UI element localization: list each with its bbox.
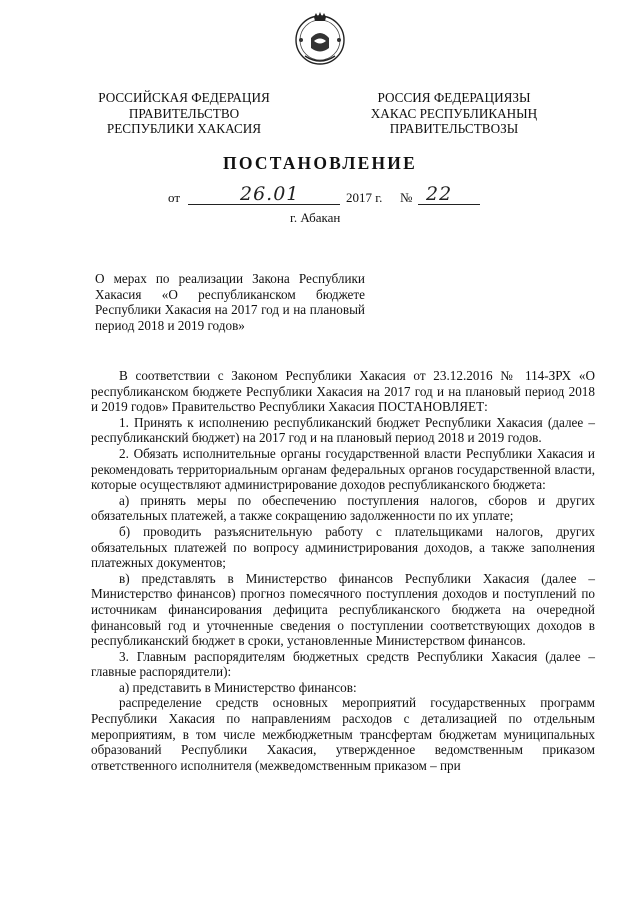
date-number-line: [168, 183, 488, 212]
paragraph: 2. Обязать исполнительные органы государственной власти Республики Хакасия и рекомендовать территориальным органам федеральных органов государственной власти, которые осуществляют администрирование доходов республиканского бюджета:: [91, 445, 595, 493]
number-sign: №: [400, 190, 413, 205]
header-left: [84, 90, 284, 137]
handwritten-number: 22: [426, 183, 453, 205]
handwritten-date: 26.01: [240, 183, 300, 205]
from-label: от: [168, 190, 181, 205]
paragraph: а) представить в Министерство финансов:: [119, 679, 357, 695]
header-right: [354, 90, 554, 137]
city-label: г. Абакан: [290, 210, 341, 225]
paragraph: 3. Главным распорядителям бюджетных средств Республики Хакасия (далее – главные распорядители):: [91, 648, 595, 680]
header-left-line-2: ПРАВИТЕЛЬСТВО: [128, 105, 240, 121]
header-left-line-3: РЕСПУБЛИКИ ХАКАСИЯ: [106, 121, 262, 136]
paragraph: в) представлять в Министерство финансов Республики Хакасия (далее – Министерство финансов) прогноз помесячного поступления доходов и поступлений по источникам финансирования дефицита республиканского бюджета на очередной финансовый год и уточненные сведения о поступлении соответствующих доходов в республиканский бюджет в сроки, установленные Министерством финансов.: [91, 570, 595, 649]
paragraph: а) принять меры по обеспечению поступления налогов, сборов и других обязательных платежей, а также сокращению задолженности по их уплате;: [91, 492, 595, 524]
header-left-line-1: РОССИЙСКАЯ ФЕДЕРАЦИЯ: [98, 90, 270, 105]
paragraph: б) проводить разъяснительную работу с плательщиками налогов, других обязательных платежей по вопросу администрирования доходов, а также заполнения платежных документов;: [91, 523, 595, 571]
paragraph: распределение средств основных мероприятий государственных программ Республики Хакасия по направлениям расходов с детализацией по отдельным мероприятиям, в том числе межбюджетным трансфертам бюджетам муниципальных образований Республики Хакасия, утвержденное ведомственным приказом ответственного исполнителя (межведомственным приказом – при: [91, 695, 595, 773]
year-label: 2017 г.: [346, 190, 383, 205]
header-right-line-2: ХАКАС РЕСПУБЛИКАНЫҢ: [370, 105, 538, 121]
coat-of-arms-icon: [287, 8, 353, 68]
document-subject: О мерах по реализации Закона Республики Хакасия «О республиканском бюджете Республики Хакасия на 2017 год и на плановый период 2018 и 2019 годов»: [95, 271, 365, 333]
document-body: [91, 368, 595, 773]
paragraph: 1. Принять к исполнению республиканский бюджет Республики Хакасия (далее – республиканский бюджет) на 2017 год и на плановый период 2018 и 2019 годов.: [91, 414, 595, 446]
paragraph: В соответствии с Законом Республики Хакасия от 23.12.2016 № 114-ЗРХ «О республиканском бюджете Республики Хакасия на 2017 год и на плановый период 2018 и 2019 годов» Правительство Республики Хакасия ПОСТАНОВЛЯЕТ:: [91, 368, 595, 415]
document-title: ПОСТАНОВЛЕНИЕ: [223, 153, 417, 173]
header-right-line-3: ПРАВИТЕЛЬСТВОЗЫ: [389, 121, 519, 136]
header-right-line-1: РОССИЯ ФЕДЕРАЦИЯЗЫ: [377, 90, 531, 105]
